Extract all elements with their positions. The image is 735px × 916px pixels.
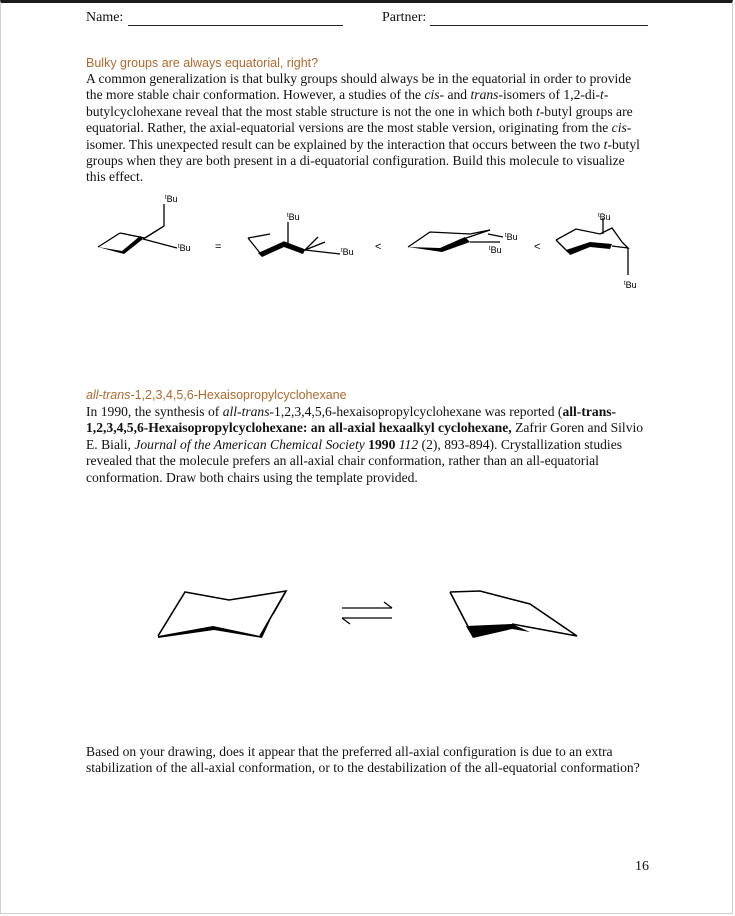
tbu-label-3b: $^t$Bu [489, 245, 502, 255]
section3-paragraph [86, 744, 646, 777]
text-run: 1990 [368, 436, 396, 452]
tbu-label-2b: $^t$Bu [341, 247, 354, 257]
text-run: cis [611, 120, 627, 136]
text-run: all-trans-1,2,3,4,5,6-Hexaisopropylcyclohexane: an all-axial hexaalkyl cyclohexane, [86, 404, 617, 436]
tbu-label-4b: $^t$Bu [624, 280, 637, 290]
text-run: -butylcyclohexane reveal that the most stable structure is not the one in which both [86, 87, 609, 119]
partner-blank[interactable] [430, 25, 648, 26]
text-run: t [535, 103, 540, 119]
text-run: cis- [424, 87, 445, 103]
section3-question: Based on your drawing, does it appear that the preferred all-axial configuration is due to an extra stabilization of the all-axial conformation, or to the destabilization of the all-equatorial conformation? [86, 744, 640, 776]
section2-heading-rest: -1,2,3,4,5,6-Hexaisopropylcyclohexane [130, 388, 347, 402]
chair-axial-equatorial-a [248, 222, 340, 257]
text-run: -butyl groups when they are both present in a di-equatorial configuration. Build this molecule to visualize this effect. [86, 136, 640, 185]
tbu-label-4a: $^t$Bu [598, 212, 611, 222]
section1-text [86, 71, 646, 186]
text-run: and [444, 87, 471, 103]
text-run: isomers of 1,2-di- [503, 87, 601, 103]
page-number: 16 [635, 859, 649, 874]
chair-diequatorial [98, 204, 177, 254]
section2-text [86, 404, 646, 486]
text-run: -isomer. This unexpected result can be explained by the interaction that occurs between the two [86, 120, 632, 152]
text-run: all-trans [222, 404, 270, 419]
name-blank[interactable] [128, 25, 343, 26]
tbu-label-3a: $^t$Bu [505, 232, 518, 242]
text-run: (2), 893-894). Crystallization studies revealed that the molecule prefers an all-axial chair conformation, rather than an all-equatorial conformation. Draw both chairs using the template provided. [86, 436, 623, 485]
partner-label: Partner: [382, 10, 427, 25]
tbu-label-1a: $^t$Bu [165, 194, 178, 204]
text-run: t [600, 87, 604, 103]
section1-paragraph [86, 71, 646, 186]
name-label: Name: [86, 10, 124, 25]
di-tert-butyl-chairs-figure [0, 190, 735, 300]
text-run: -1,2,3,4,5,6-hexaisopropylcyclohexane was reported ( [269, 404, 563, 419]
section2-heading [86, 388, 347, 402]
chair-template-left [158, 591, 286, 638]
text-run: trans- [470, 87, 503, 103]
section2-paragraph [86, 404, 646, 486]
chair-templates-figure [0, 580, 735, 650]
text-run: In 1990, the synthesis of [86, 404, 223, 419]
chair-diaxial [556, 218, 628, 275]
text-run: t [603, 136, 608, 152]
relation-less-than-2: < [534, 241, 541, 253]
section1-heading: Bulky groups are always equatorial, right? [86, 56, 319, 70]
text-run: A common generalization is that bulky groups should always be in the equatorial in order to provide the more stable chair conformation. However, a studies of the [86, 71, 632, 103]
relation-equals: = [215, 241, 222, 253]
tbu-label-1b: $^t$Bu [178, 243, 191, 253]
text-run: -butyl groups are equatorial. Rather, the axial-equatorial versions are the most stable version, originating from the [86, 103, 633, 136]
text-run: Zafrir Goren and Silvio E. Biali, [86, 420, 644, 452]
text-run: Journal of the American Chemical Society [134, 436, 365, 452]
section2-heading-italic: all-trans [86, 388, 131, 402]
tbu-label-2a: $^t$Bu [287, 212, 300, 222]
equilibrium-arrows [342, 602, 392, 624]
chair-template-right [450, 591, 577, 638]
text-run: 112 [398, 436, 419, 452]
relation-less-than-1: < [375, 241, 382, 253]
